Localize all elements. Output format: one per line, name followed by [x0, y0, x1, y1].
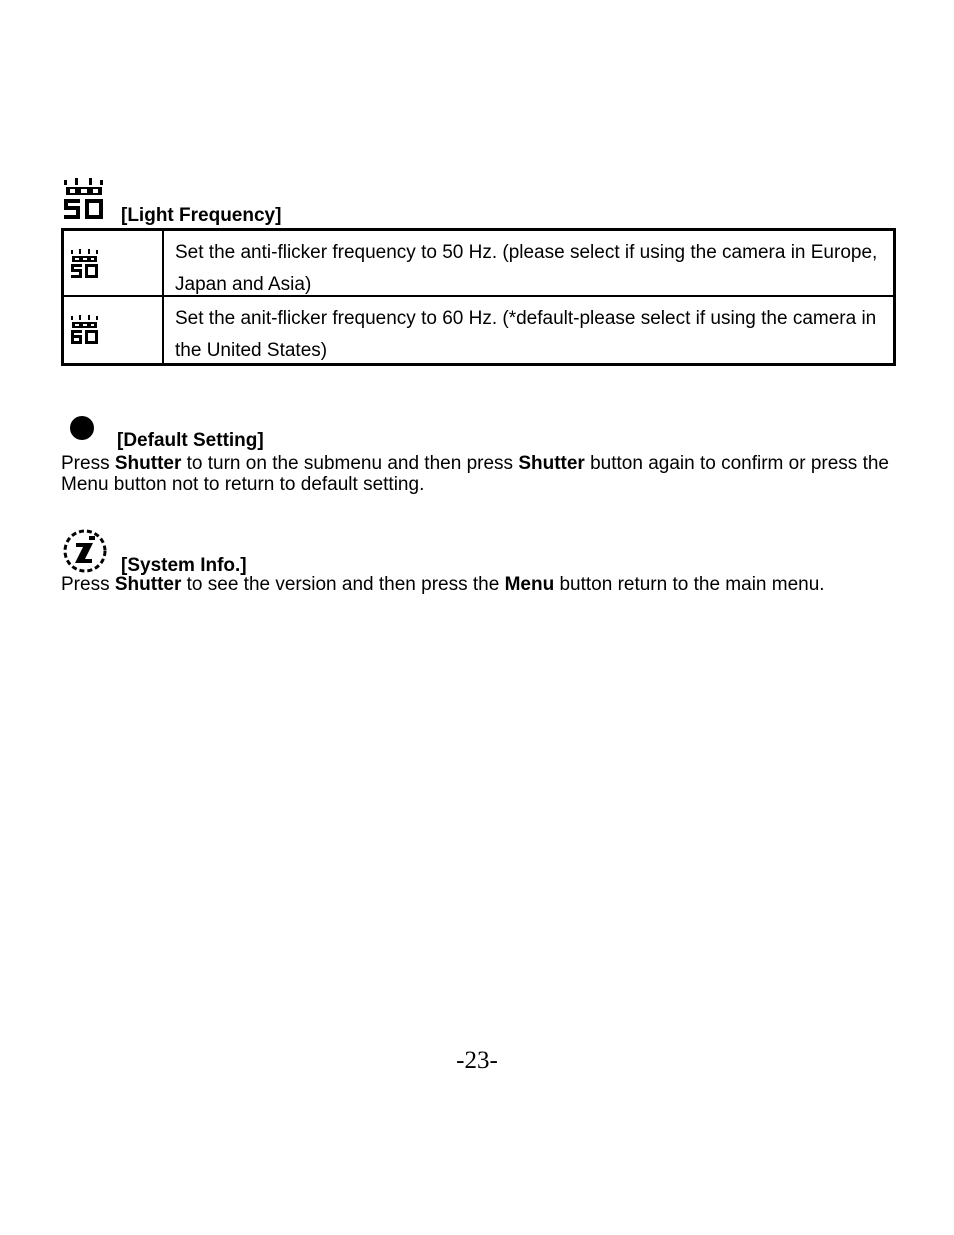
table-description: Set the anit-flicker frequency to 60 Hz. (*default-please select if using the camera in the United States)	[175, 308, 877, 361]
page-number: -23-	[456, 1047, 498, 1074]
default-setting-dot-icon	[68, 415, 96, 443]
system-info-description: Press Shutter to see the version and then press the Menu button return to the main menu.	[61, 574, 825, 595]
table-row	[64, 297, 893, 363]
table-icon-cell	[64, 231, 164, 295]
system-info-icon	[62, 528, 108, 574]
flicker-50hz-icon	[70, 249, 100, 279]
table-row	[64, 231, 893, 297]
light-frequency-table	[61, 228, 896, 366]
table-icon-cell	[64, 297, 164, 363]
table-description: Set the anti-flicker frequency to 50 Hz. (please select if using the camera in Europe, Japan and Asia)	[175, 242, 878, 295]
flicker-60hz-icon	[70, 315, 100, 345]
light-frequency-icon	[62, 178, 106, 222]
default-setting-description: Press Shutter to turn on the submenu and then press Shutter button again to confirm or press the Menu button not to return to default setting.	[61, 453, 889, 495]
system-info-heading: [System Info.]	[121, 555, 247, 576]
default-setting-heading: [Default Setting]	[117, 430, 264, 451]
light-frequency-heading: [Light Frequency]	[121, 205, 282, 226]
